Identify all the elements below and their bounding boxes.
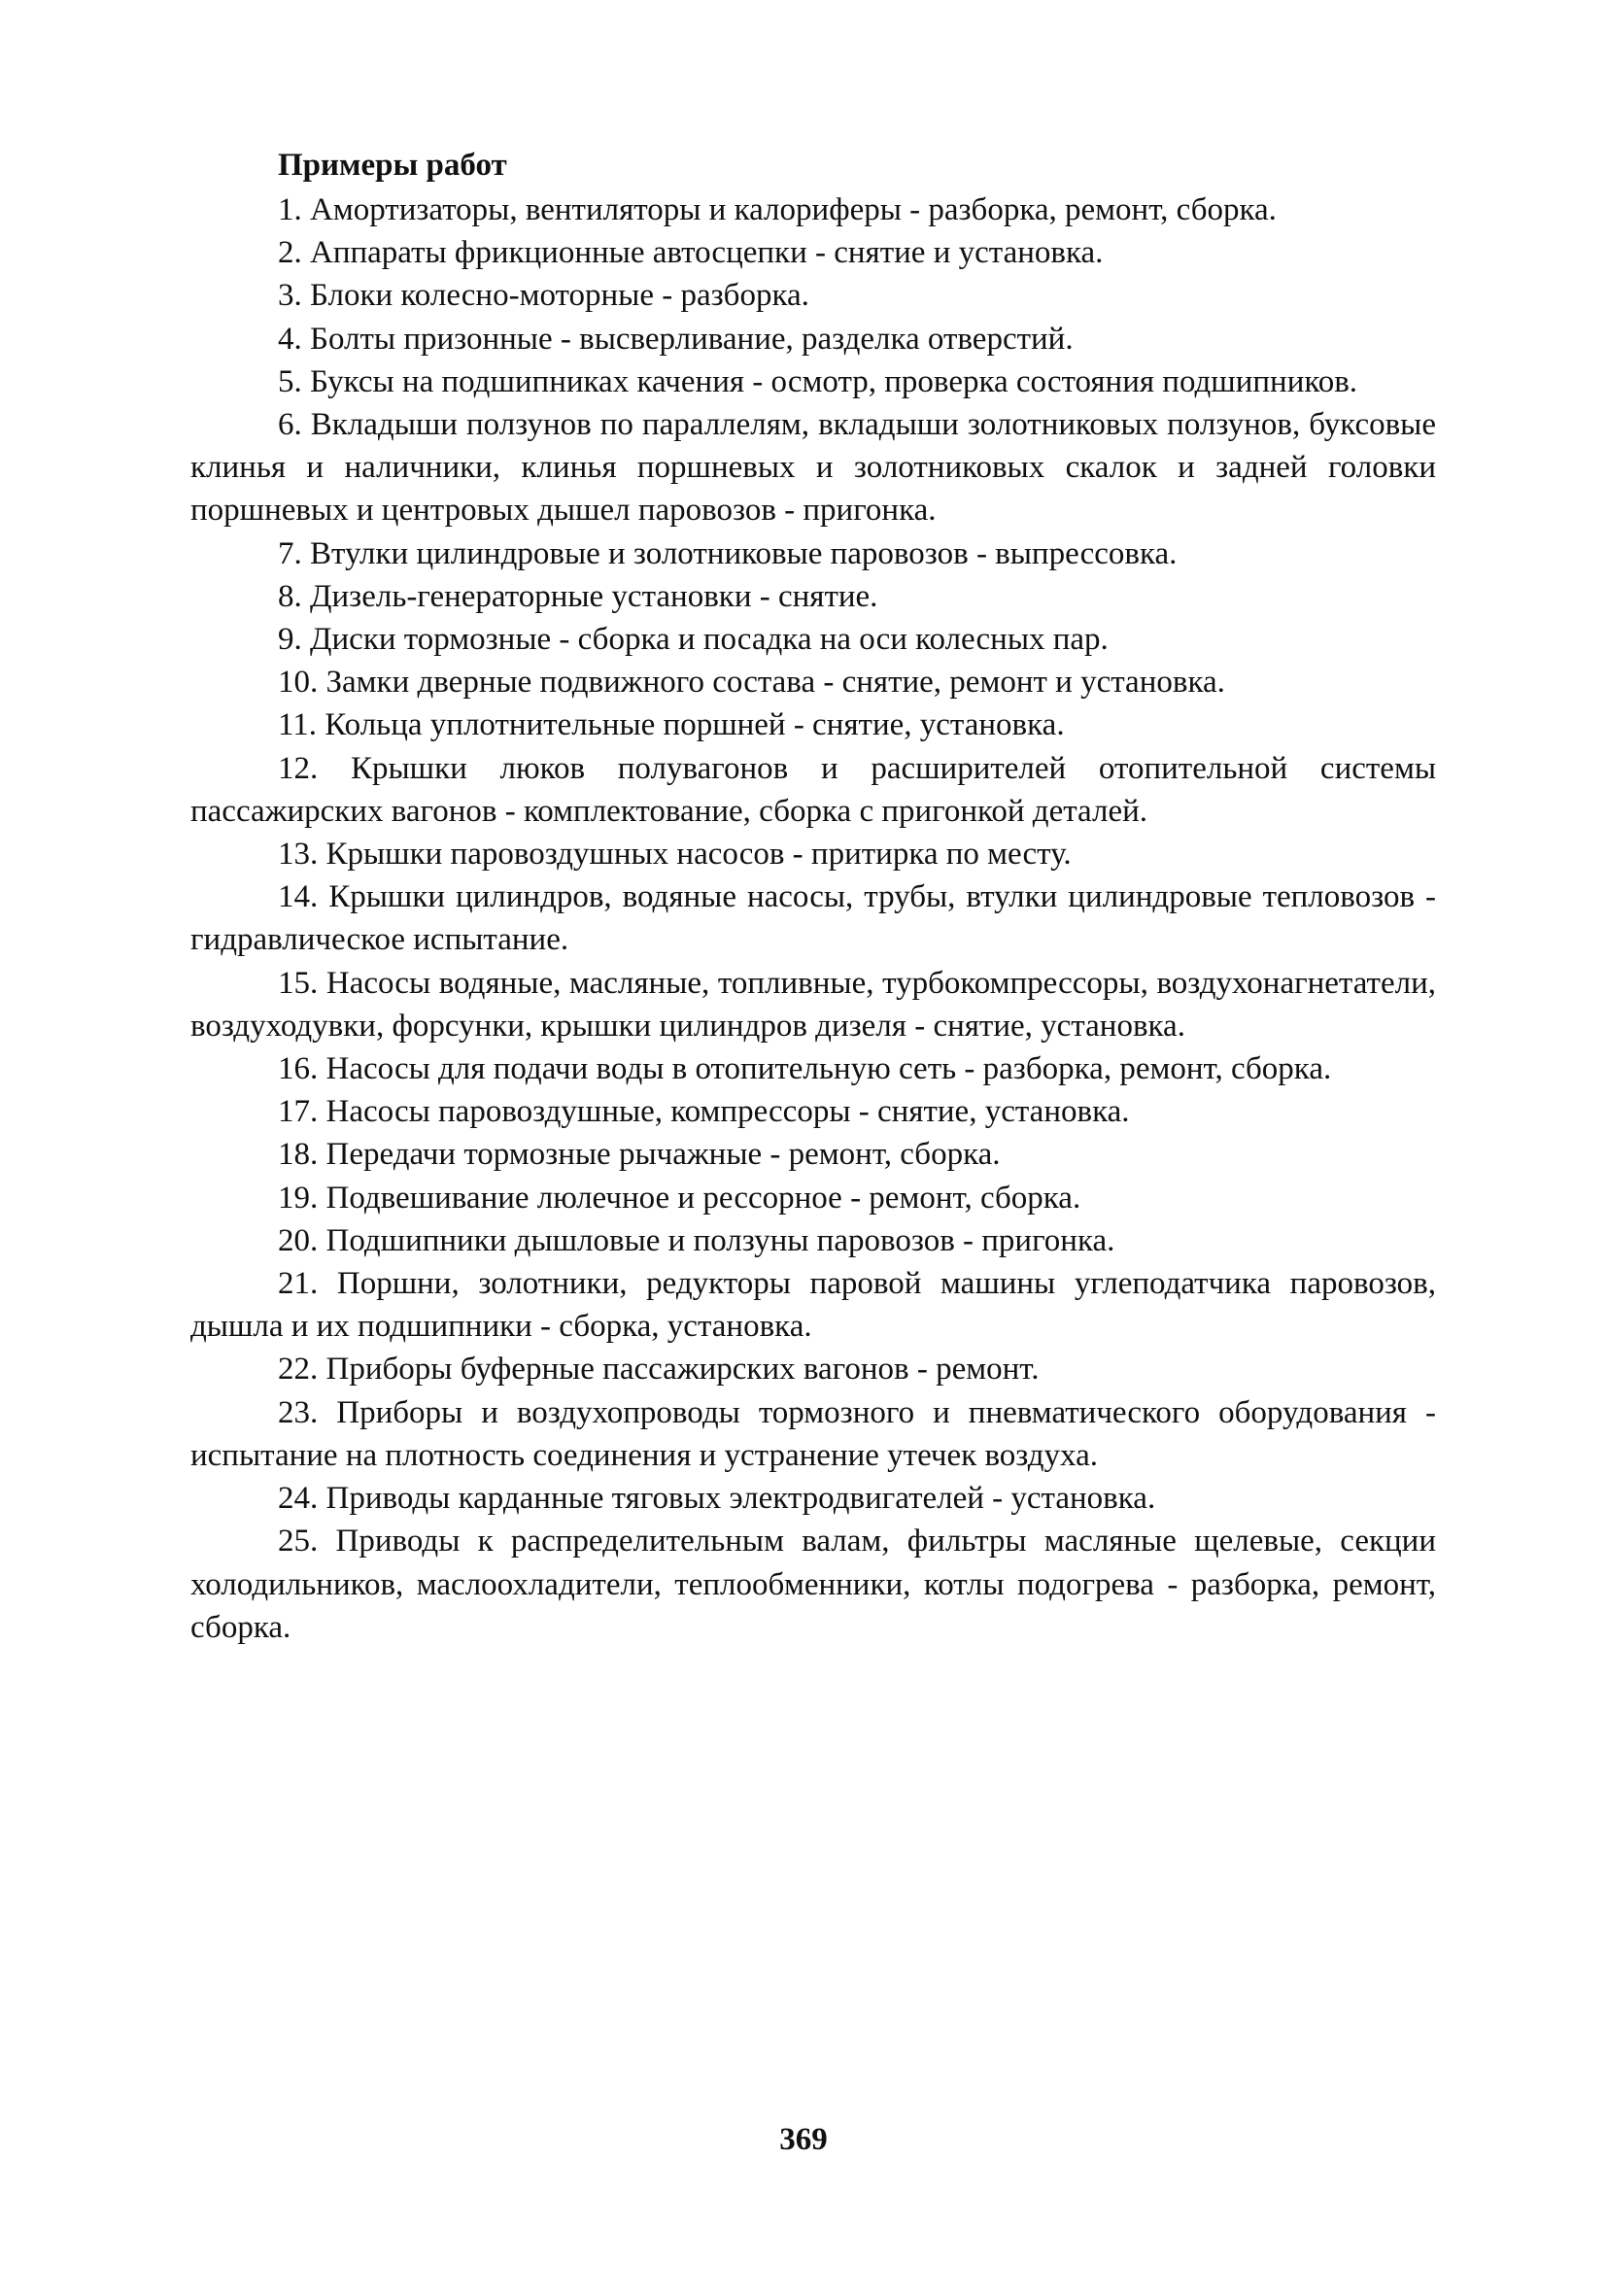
list-item: 3. Блоки колесно-моторные - разборка. [278, 278, 809, 314]
list-item: 1. Амортизаторы, вентиляторы и калориферы - разборка, ремонт, сборка. [278, 192, 1277, 227]
list-item: 16. Насосы для подачи воды в отопительную сеть - разборка, ремонт, сборка. [278, 1051, 1332, 1087]
list-item: 25. Приводы к распределительным валам, фильтры масляные щелевые, секции холодильников, маслоохладители, теплообменники, котлы подогрева - разборка, ремонт, сборка. [190, 1524, 1436, 1645]
list-item: 5. Буксы на подшипниках качения - осмотр, проверка состояния подшипников. [278, 363, 1358, 399]
list-item: 4. Болты призонные - высверливание, разделка отверстий. [278, 321, 1074, 357]
list-item: 14. Крышки цилиндров, водяные насосы, трубы, втулки цилиндровые тепловозов - гидравлическое испытание. [190, 879, 1436, 958]
list-item: 7. Втулки цилиндровые и золотниковые паровозов - выпрессовка. [278, 535, 1178, 571]
list-item: 9. Диски тормозные - сборка и посадка на оси колесных пар. [278, 622, 1109, 658]
list-item: 2. Аппараты фрикционные автосцепки - снятие и установка. [278, 235, 1104, 271]
list-item: 19. Подвешивание люлечное и рессорное - ремонт, сборка. [278, 1180, 1081, 1216]
list-item: 6. Вкладыши ползунов по параллелям, вкладыши золотниковых ползунов, буксовые клинья и наличники, клинья поршневых и золотниковых скалок и задней головки поршневых и центровых дышел паровозов - пригонка. [190, 407, 1436, 529]
work-examples-list [190, 188, 1436, 1649]
page-number: 369 [779, 2122, 828, 2157]
document-body [190, 144, 1436, 1649]
list-item: 23. Приборы и воздухопроводы тормозного и пневматического оборудования - испытание на плотность соединения и устранение утечек воздуха. [190, 1394, 1436, 1473]
list-item: 18. Передачи тормозные рычажные - ремонт, сборка. [278, 1137, 1001, 1173]
list-item: 11. Кольца уплотнительные поршней - снятие, установка. [278, 707, 1065, 743]
list-item: 10. Замки дверные подвижного состава - снятие, ремонт и установка. [278, 665, 1225, 701]
list-item: 13. Крышки паровоздушных насосов - притирка по месту. [278, 837, 1072, 873]
list-item: 17. Насосы паровоздушные, компрессоры - снятие, установка. [278, 1094, 1130, 1130]
list-item: 21. Поршни, золотники, редукторы паровой машины углеподатчика паровозов, дышла и их подшипники - сборка, установка. [190, 1266, 1436, 1345]
list-item: 24. Приводы карданные тяговых электродвигателей - установка. [278, 1481, 1156, 1517]
list-item: 8. Дизель-генераторные установки - снятие. [278, 578, 878, 614]
section-heading: Примеры работ [278, 148, 507, 183]
list-item: 20. Подшипники дышловые и ползуны паровозов - пригонка. [278, 1222, 1115, 1258]
list-item: 12. Крышки люков полувагонов и расширителей отопительной системы пассажирских вагонов - комплектование, сборка с пригонкой деталей. [190, 750, 1436, 829]
list-item: 22. Приборы буферные пассажирских вагонов - ремонт. [278, 1352, 1040, 1388]
list-item: 15. Насосы водяные, масляные, топливные, турбокомпрессоры, воздухонагнетатели, воздуходувки, форсунки, крышки цилиндров дизеля - снятие, установка. [190, 965, 1436, 1044]
